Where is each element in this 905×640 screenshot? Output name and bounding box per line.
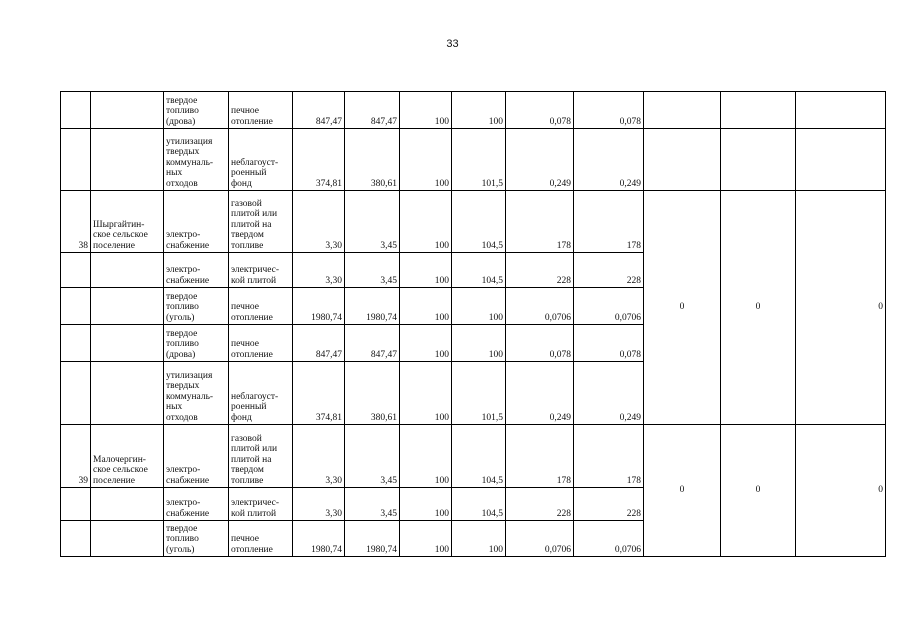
resource-cell — [164, 425, 229, 488]
housing-type-text: печное отопление — [231, 302, 273, 323]
value-cell-2: 3,45 — [345, 488, 400, 521]
settlement-name-cell — [91, 288, 164, 325]
housing-type-cell — [229, 362, 293, 425]
resource-cell — [164, 253, 229, 288]
zero-value-cell-1: 0 — [644, 191, 721, 425]
norm-cell-2: 228 — [574, 488, 644, 521]
value-cell-2: 3,45 — [345, 191, 400, 253]
row-number-cell — [61, 521, 91, 557]
percent-cell-1: 100 — [400, 253, 452, 288]
percent-cell-1: 100 — [400, 325, 452, 362]
resource-cell — [164, 521, 229, 557]
norm-cell-2: 0,249 — [574, 362, 644, 425]
percent-cell-2: 100 — [452, 325, 506, 362]
value-cell-2: 1980,74 — [345, 288, 400, 325]
row-number-cell — [61, 488, 91, 521]
blank-cell — [721, 129, 796, 191]
housing-type-text: неблагоуст- роенный фонд — [231, 157, 279, 189]
zero-value-cell-2: 0 — [721, 191, 796, 425]
row-number-cell — [61, 129, 91, 191]
housing-type-text: электричес- кой плитой — [231, 498, 280, 519]
page-number: 33 — [446, 38, 459, 50]
resource-cell — [164, 325, 229, 362]
blank-cell — [644, 129, 721, 191]
value-cell-1: 847,47 — [293, 325, 345, 362]
blank-cell — [796, 92, 886, 129]
table-row — [61, 92, 886, 129]
housing-type-cell — [229, 425, 293, 488]
resource-cell — [164, 191, 229, 253]
housing-type-cell — [229, 521, 293, 557]
row-number-cell: 38 — [61, 191, 91, 253]
table-row — [61, 425, 886, 488]
resource-text: электро- снабжение — [166, 265, 210, 286]
housing-type-cell — [229, 253, 293, 288]
norm-cell-2: 228 — [574, 253, 644, 288]
row-number-cell: 39 — [61, 425, 91, 488]
norm-cell-2: 0,0706 — [574, 521, 644, 557]
norm-cell-1: 0,0706 — [506, 288, 574, 325]
percent-cell-1: 100 — [400, 521, 452, 557]
norm-cell-2: 178 — [574, 191, 644, 253]
housing-type-text: газовой плитой или плитой на твердом топливе — [231, 198, 278, 251]
percent-cell-1: 100 — [400, 288, 452, 325]
housing-type-text: печное отопление — [231, 106, 273, 127]
norm-cell-1: 0,078 — [506, 92, 574, 129]
norm-cell-1: 0,249 — [506, 129, 574, 191]
value-cell-2: 380,61 — [345, 129, 400, 191]
settlement-name: Малочергин- ское сельское поселение — [93, 454, 148, 486]
resource-cell — [164, 488, 229, 521]
housing-type-text: печное отопление — [231, 534, 273, 555]
norm-cell-2: 0,078 — [574, 325, 644, 362]
percent-cell-2: 104,5 — [452, 191, 506, 253]
housing-type-cell — [229, 129, 293, 191]
value-cell-2: 1980,74 — [345, 521, 400, 557]
zero-value-cell-1: 0 — [644, 425, 721, 557]
housing-type-text: газовой плитой или плитой на твердом топливе — [231, 433, 278, 486]
row-number-cell — [61, 362, 91, 425]
resource-cell — [164, 92, 229, 129]
settlement-name-cell — [91, 253, 164, 288]
housing-type-text: электричес- кой плитой — [231, 265, 280, 286]
housing-type-cell — [229, 191, 293, 253]
value-cell-1: 3,30 — [293, 425, 345, 488]
resource-text: твердое топливо (уголь) — [166, 523, 199, 555]
zero-value-cell-3: 0 — [796, 425, 886, 557]
value-cell-2: 380,61 — [345, 362, 400, 425]
norm-cell-1: 178 — [506, 191, 574, 253]
percent-cell-2: 104,5 — [452, 253, 506, 288]
value-cell-1: 374,81 — [293, 362, 345, 425]
row-number-cell — [61, 92, 91, 129]
housing-type-cell — [229, 288, 293, 325]
percent-cell-1: 100 — [400, 488, 452, 521]
housing-type-cell — [229, 488, 293, 521]
norm-cell-1: 0,249 — [506, 362, 574, 425]
row-number-cell — [61, 288, 91, 325]
resource-text: твердое топливо (дрова) — [166, 328, 199, 360]
percent-cell-1: 100 — [400, 362, 452, 425]
value-cell-1: 374,81 — [293, 129, 345, 191]
value-cell-1: 1980,74 — [293, 521, 345, 557]
percent-cell-1: 100 — [400, 191, 452, 253]
table-row — [61, 129, 886, 191]
housing-type-cell — [229, 325, 293, 362]
blank-cell — [644, 92, 721, 129]
resource-text: твердое топливо (уголь) — [166, 291, 199, 323]
percent-cell-2: 104,5 — [452, 425, 506, 488]
housing-type-text: печное отопление — [231, 339, 273, 360]
settlement-name-cell — [91, 325, 164, 362]
blank-cell — [796, 129, 886, 191]
norm-cell-2: 178 — [574, 425, 644, 488]
zero-value-cell-3: 0 — [796, 191, 886, 425]
percent-cell-2: 100 — [452, 521, 506, 557]
row-number-cell — [61, 253, 91, 288]
percent-cell-2: 100 — [452, 288, 506, 325]
settlement-name-cell — [91, 521, 164, 557]
norm-cell-1: 0,0706 — [506, 521, 574, 557]
zero-value-cell-2: 0 — [721, 425, 796, 557]
norm-cell-1: 0,078 — [506, 325, 574, 362]
percent-cell-2: 100 — [452, 92, 506, 129]
housing-type-cell — [229, 92, 293, 129]
tariff-table — [60, 91, 886, 557]
blank-cell — [721, 92, 796, 129]
settlement-name: Шыргайтин- ское сельское поселение — [93, 219, 148, 251]
settlement-name-cell — [91, 92, 164, 129]
value-cell-1: 1980,74 — [293, 288, 345, 325]
norm-cell-1: 178 — [506, 425, 574, 488]
value-cell-1: 3,30 — [293, 191, 345, 253]
norm-cell-2: 0,249 — [574, 129, 644, 191]
table-row — [61, 191, 886, 253]
norm-cell-1: 228 — [506, 488, 574, 521]
norm-cell-1: 228 — [506, 253, 574, 288]
percent-cell-1: 100 — [400, 92, 452, 129]
resource-text: электро- снабжение — [166, 465, 210, 486]
value-cell-1: 3,30 — [293, 253, 345, 288]
resource-cell — [164, 129, 229, 191]
settlement-name-cell — [91, 425, 164, 488]
percent-cell-2: 101,5 — [452, 362, 506, 425]
row-number-cell — [61, 325, 91, 362]
resource-cell — [164, 288, 229, 325]
percent-cell-2: 104,5 — [452, 488, 506, 521]
resource-text: твердое топливо (дрова) — [166, 95, 199, 127]
value-cell-2: 847,47 — [345, 325, 400, 362]
norm-cell-2: 0,0706 — [574, 288, 644, 325]
resource-text: утилизация твердых коммуналь- ных отходов — [166, 370, 214, 423]
value-cell-2: 3,45 — [345, 425, 400, 488]
settlement-name-cell — [91, 191, 164, 253]
value-cell-1: 3,30 — [293, 488, 345, 521]
value-cell-1: 847,47 — [293, 92, 345, 129]
value-cell-2: 3,45 — [345, 253, 400, 288]
percent-cell-2: 101,5 — [452, 129, 506, 191]
settlement-name-cell — [91, 488, 164, 521]
settlement-name-cell — [91, 129, 164, 191]
housing-type-text: неблагоуст- роенный фонд — [231, 391, 279, 423]
resource-text: электро- снабжение — [166, 230, 210, 251]
resource-text: электро- снабжение — [166, 498, 210, 519]
percent-cell-1: 100 — [400, 425, 452, 488]
value-cell-2: 847,47 — [345, 92, 400, 129]
norm-cell-2: 0,078 — [574, 92, 644, 129]
resource-cell — [164, 362, 229, 425]
settlement-name-cell — [91, 362, 164, 425]
percent-cell-1: 100 — [400, 129, 452, 191]
resource-text: утилизация твердых коммуналь- ных отходов — [166, 136, 214, 189]
